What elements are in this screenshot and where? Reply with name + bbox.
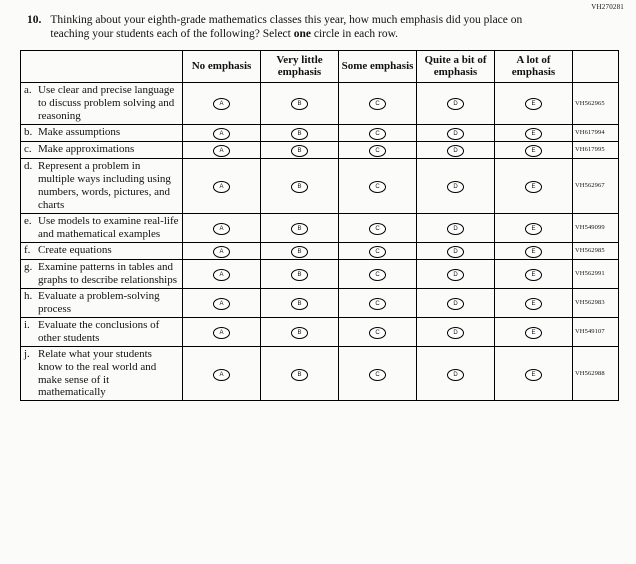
row-letter: c. xyxy=(24,142,32,155)
row-label-wrap xyxy=(24,319,179,345)
option-cell-a-lot xyxy=(495,141,573,158)
option-cell-no-emphasis xyxy=(183,83,261,125)
answer-circle[interactable]: E xyxy=(525,298,542,310)
question-number: 10. xyxy=(27,14,42,26)
option-cell-quite-a-bit xyxy=(417,141,495,158)
row-code: VH562967 xyxy=(573,158,619,213)
row-label-wrap xyxy=(24,261,179,287)
option-cell-some xyxy=(339,317,417,346)
option-cell-very-little xyxy=(261,317,339,346)
option-cell-some xyxy=(339,213,417,242)
answer-circle[interactable]: D xyxy=(447,223,464,235)
option-cell-very-little xyxy=(261,242,339,259)
option-cell-a-lot xyxy=(495,83,573,125)
answer-circle[interactable]: B xyxy=(291,369,308,381)
option-cell-a-lot xyxy=(495,288,573,317)
answer-circle[interactable]: E xyxy=(525,181,542,193)
row-label-wrap xyxy=(24,215,179,241)
row-label: Use clear and precise language to discuss problem solving and reasoning xyxy=(38,84,175,122)
table-row xyxy=(21,242,619,259)
table-row xyxy=(21,259,619,288)
option-cell-very-little xyxy=(261,259,339,288)
option-cell-no-emphasis xyxy=(183,242,261,259)
row-label: Make assumptions xyxy=(38,125,121,138)
answer-circle[interactable]: C xyxy=(369,145,386,157)
row-label-cell xyxy=(21,141,183,158)
row-label-cell xyxy=(21,242,183,259)
row-label-wrap xyxy=(24,290,179,316)
row-label-cell xyxy=(21,317,183,346)
answer-circle[interactable]: A xyxy=(213,369,230,381)
answer-circle[interactable]: A xyxy=(213,327,230,339)
answer-circle[interactable]: A xyxy=(213,181,230,193)
option-cell-no-emphasis xyxy=(183,259,261,288)
row-code: VH562965 xyxy=(573,83,619,125)
row-letter: j. xyxy=(24,347,30,360)
option-cell-no-emphasis xyxy=(183,317,261,346)
answer-circle[interactable]: B xyxy=(291,269,308,281)
answer-circle[interactable]: B xyxy=(291,327,308,339)
table-row xyxy=(21,288,619,317)
answer-circle[interactable]: B xyxy=(291,128,308,140)
header-empty-code xyxy=(573,50,619,82)
table-row xyxy=(21,317,619,346)
option-cell-some xyxy=(339,259,417,288)
question-block xyxy=(0,0,636,50)
option-cell-no-emphasis xyxy=(183,288,261,317)
table-header-row xyxy=(21,50,619,82)
answer-circle[interactable]: C xyxy=(369,223,386,235)
answer-circle[interactable]: D xyxy=(447,145,464,157)
table-body xyxy=(21,83,619,401)
row-label: Examine patterns in tables and graphs to describe relationships xyxy=(38,260,177,286)
option-cell-quite-a-bit xyxy=(417,83,495,125)
option-cell-very-little xyxy=(261,158,339,213)
row-label-cell xyxy=(21,259,183,288)
answer-circle[interactable]: D xyxy=(447,327,464,339)
row-label-wrap xyxy=(24,244,179,257)
option-cell-a-lot xyxy=(495,317,573,346)
row-letter: f. xyxy=(24,243,31,256)
answer-circle[interactable]: E xyxy=(525,269,542,281)
answer-circle[interactable]: D xyxy=(447,98,464,110)
answer-circle[interactable]: C xyxy=(369,269,386,281)
row-label-wrap xyxy=(24,348,179,400)
answer-circle[interactable]: E xyxy=(525,246,542,258)
option-cell-no-emphasis xyxy=(183,141,261,158)
row-label-wrap xyxy=(24,160,179,212)
row-code: VH617994 xyxy=(573,124,619,141)
option-cell-very-little xyxy=(261,124,339,141)
answer-circle[interactable]: B xyxy=(291,181,308,193)
option-cell-some xyxy=(339,83,417,125)
row-label-wrap xyxy=(24,143,179,156)
option-cell-quite-a-bit xyxy=(417,124,495,141)
row-code: VH562985 xyxy=(573,242,619,259)
option-cell-quite-a-bit xyxy=(417,346,495,401)
row-label: Relate what your students know to the real world and make sense of it mathematically xyxy=(38,347,157,399)
option-cell-no-emphasis xyxy=(183,346,261,401)
table-head xyxy=(21,50,619,82)
answer-circle[interactable]: E xyxy=(525,98,542,110)
answer-circle[interactable]: C xyxy=(369,128,386,140)
column-header-some: Some emphasis xyxy=(339,50,417,82)
option-cell-a-lot xyxy=(495,158,573,213)
row-label: Represent a problem in multiple ways including using numbers, words, pictures, and charts xyxy=(38,159,171,211)
answer-circle[interactable]: D xyxy=(447,298,464,310)
answer-circle[interactable]: C xyxy=(369,98,386,110)
option-cell-no-emphasis xyxy=(183,213,261,242)
table-row xyxy=(21,141,619,158)
row-label-cell xyxy=(21,124,183,141)
answer-circle[interactable]: D xyxy=(447,246,464,258)
row-code: VH549107 xyxy=(573,317,619,346)
answer-circle[interactable]: A xyxy=(213,145,230,157)
option-cell-no-emphasis xyxy=(183,158,261,213)
column-header-a-lot: A lot of emphasis xyxy=(495,50,573,82)
question-text-bold: one xyxy=(293,28,311,41)
option-cell-a-lot xyxy=(495,346,573,401)
row-label: Use models to examine real-life and mathematical examples xyxy=(38,214,179,240)
table-row xyxy=(21,124,619,141)
row-label-cell xyxy=(21,213,183,242)
answer-circle[interactable]: E xyxy=(525,145,542,157)
answer-circle[interactable]: C xyxy=(369,246,386,258)
option-cell-quite-a-bit xyxy=(417,213,495,242)
column-header-no-emphasis: No emphasis xyxy=(183,50,261,82)
row-label: Evaluate the conclusions of other students xyxy=(38,318,160,344)
answer-circle[interactable]: D xyxy=(447,269,464,281)
question-text-after: circle in each row. xyxy=(310,28,399,41)
option-cell-quite-a-bit xyxy=(417,259,495,288)
option-cell-some xyxy=(339,141,417,158)
option-cell-quite-a-bit xyxy=(417,317,495,346)
option-cell-a-lot xyxy=(495,124,573,141)
table-row xyxy=(21,213,619,242)
row-label-cell xyxy=(21,83,183,125)
row-code: VH549099 xyxy=(573,213,619,242)
answer-circle[interactable]: D xyxy=(447,181,464,193)
option-cell-some xyxy=(339,346,417,401)
option-cell-very-little xyxy=(261,83,339,125)
option-cell-a-lot xyxy=(495,213,573,242)
answer-circle[interactable]: A xyxy=(213,223,230,235)
answer-circle[interactable]: B xyxy=(291,223,308,235)
row-letter: i. xyxy=(24,318,30,331)
header-empty-label xyxy=(21,50,183,82)
row-label-cell xyxy=(21,288,183,317)
answer-circle[interactable]: A xyxy=(213,128,230,140)
answer-circle[interactable]: E xyxy=(525,327,542,339)
row-letter: h. xyxy=(24,289,33,302)
option-cell-very-little xyxy=(261,141,339,158)
question-text xyxy=(50,13,550,42)
table-row xyxy=(21,158,619,213)
answer-circle[interactable]: D xyxy=(447,128,464,140)
answer-circle[interactable]: E xyxy=(525,369,542,381)
row-label: Evaluate a problem-solving process xyxy=(38,289,160,315)
row-label-wrap xyxy=(24,84,179,123)
row-label-wrap xyxy=(24,126,179,139)
option-cell-some xyxy=(339,288,417,317)
row-label: Create equations xyxy=(38,243,112,256)
answer-circle[interactable]: A xyxy=(213,269,230,281)
option-cell-quite-a-bit xyxy=(417,242,495,259)
row-code: VH562983 xyxy=(573,288,619,317)
row-label-cell xyxy=(21,346,183,401)
row-label-cell xyxy=(21,158,183,213)
row-letter: g. xyxy=(24,260,33,273)
row-code: VH562988 xyxy=(573,346,619,401)
table-row xyxy=(21,346,619,401)
row-label: Make approximations xyxy=(38,142,135,155)
option-cell-no-emphasis xyxy=(183,124,261,141)
column-header-quite-a-bit: Quite a bit of emphasis xyxy=(417,50,495,82)
answer-circle[interactable]: B xyxy=(291,246,308,258)
option-cell-quite-a-bit xyxy=(417,288,495,317)
option-cell-very-little xyxy=(261,288,339,317)
row-code: VH617995 xyxy=(573,141,619,158)
row-code: VH562991 xyxy=(573,259,619,288)
answer-circle[interactable]: A xyxy=(213,98,230,110)
option-cell-some xyxy=(339,158,417,213)
option-cell-some xyxy=(339,242,417,259)
row-letter: e. xyxy=(24,214,32,227)
option-cell-some xyxy=(339,124,417,141)
answer-circle[interactable]: A xyxy=(213,246,230,258)
answer-circle[interactable]: E xyxy=(525,223,542,235)
option-cell-a-lot xyxy=(495,259,573,288)
option-cell-a-lot xyxy=(495,242,573,259)
option-cell-very-little xyxy=(261,213,339,242)
table-row xyxy=(21,83,619,125)
column-header-very-little: Very little emphasis xyxy=(261,50,339,82)
row-letter: a. xyxy=(24,84,32,97)
answer-circle[interactable]: C xyxy=(369,298,386,310)
answer-circle[interactable]: D xyxy=(447,369,464,381)
row-letter: b. xyxy=(24,125,33,138)
answer-circle[interactable]: C xyxy=(369,181,386,193)
page-code: VH270281 xyxy=(591,3,624,11)
option-cell-quite-a-bit xyxy=(417,158,495,213)
option-cell-very-little xyxy=(261,346,339,401)
answer-circle[interactable]: E xyxy=(525,128,542,140)
emphasis-table xyxy=(20,50,619,402)
row-letter: d. xyxy=(24,159,33,172)
answer-circle[interactable]: C xyxy=(369,327,386,339)
answer-circle[interactable]: B xyxy=(291,145,308,157)
answer-circle[interactable]: B xyxy=(291,298,308,310)
answer-circle[interactable]: A xyxy=(213,298,230,310)
answer-circle[interactable]: B xyxy=(291,98,308,110)
question-text-before: Thinking about your eighth-grade mathematics classes this year, how much emphasis did you place on teaching your students each of the following? Select xyxy=(50,14,523,41)
answer-circle[interactable]: C xyxy=(369,369,386,381)
